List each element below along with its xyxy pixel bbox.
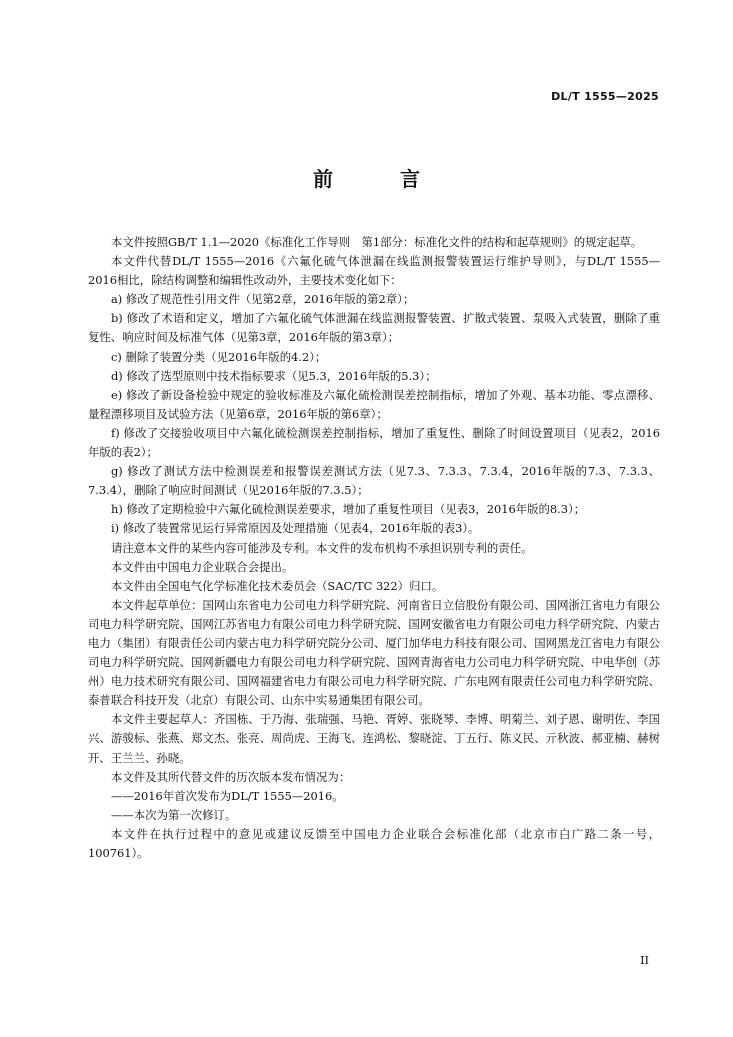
list-item: d) 修改了选型原则中技术指标要求（见5.3，2016年版的5.3）； <box>111 368 437 383</box>
paragraph: 本文件起草单位：国网山东省电力公司电力科学研究院、河南省日立信股份有限公司、国网浙江省电力有限公司电力科学研究院、国网江苏省电力有限公司电力科学研究院、国网安徽省电力有限公司电力科学研究院、内蒙古电力（集团）有限责任公司内蒙古电力科学研究院分公司、厦门加华电力科技有限公司、国网黑龙江省电力有限公司电力科学研究院、国网新疆电力有限公司电力科学研究院、国网青海省电力公司电力科学研究院、中电华创（苏州）电力技术研究有限公司、国网福建省电力有限公司电力科学研究院、广东电网有限责任公司电力科学研究院、泰普联合科技开发（北京）有限公司、山东中实易通集团有限公司。 <box>88 597 660 708</box>
list-item: g) 修改了测试方法中检测误差和报警误差测试方法（见7.3、7.3.3、7.3.4，2016年版的7.3、7.3.3、7.3.4），删除了响应时间测试（见2016年版的7.3.5）； <box>88 464 660 498</box>
page-number: II <box>640 954 649 967</box>
list-item: b) 修改了术语和定义，增加了六氟化硫气体泄漏在线监测报警装置、扩散式装置、泵吸入式装置，删除了重复性、响应时间及标准气体（见第3章，2016年版的第3章）； <box>88 311 660 345</box>
document-code: DL/T 1555—2025 <box>551 90 659 103</box>
list-item: c) 删除了装置分类（见2016年版的4.2）； <box>111 349 327 364</box>
paragraph: 本文件由中国电力企业联合会提出。 <box>111 559 294 574</box>
foreword-body <box>88 233 660 863</box>
list-item: ——本次为第一次修订。 <box>111 807 237 822</box>
list-item: e) 修改了新设备检验中规定的验收标准及六氟化硫检测误差控制指标，增加了外观、基本功能、零点漂移、量程漂移项目及试验方法（见第6章，2016年版的第6章）； <box>88 387 660 421</box>
list-item: i) 修改了装置常见运行异常原因及处理措施（见表4，2016年版的表3）。 <box>111 521 480 536</box>
paragraph: 本文件主要起草人：齐国栋、于乃海、张瑞强、马艳、胥婷、张晓琴、李博、明菊兰、刘子恩、谢明佐、李国兴、游骏标、张燕、郑文杰、张亮、周尚虎、王海飞、连鸿松、黎晓淀、丁五行、陈义民、亓秋波、郝亚楠、赫树开、王兰兰、孙晓。 <box>88 712 660 765</box>
list-item: h) 修改了定期检验中六氟化硫检测误差要求，增加了重复性项目（见表3，2016年版的8.3）； <box>111 502 586 517</box>
page-title: 前 言 <box>313 167 450 191</box>
paragraph: 本文件按照GB/T 1.1—2020《标准化工作导则 第1部分：标准化文件的结构和起草规则》的规定起草。 <box>111 235 643 249</box>
paragraph: 本文件及其所代替文件的历次版本发布情况为： <box>111 769 351 784</box>
paragraph: 本文件由全国电气化学标准化技术委员会（SAC/TC 322）归口。 <box>111 578 444 593</box>
paragraph: 请注意本文件的某些内容可能涉及专利。本文件的发布机构不承担识别专利的责任。 <box>111 540 533 555</box>
list-item: a) 修改了规范性引用文件（见第2章，2016年版的第2章）； <box>111 292 415 307</box>
paragraph: 本文件代替DL/T 1555—2016《六氟化硫气体泄漏在线监测报警装置运行维护导则》，与DL/T 1555—2016相比，除结构调整和编辑性改动外，主要技术变化如下： <box>88 254 660 288</box>
paragraph: 本文件在执行过程中的意见或建议反馈至中国电力企业联合会标准化部（北京市白广路二条一号，100761）。 <box>88 826 660 860</box>
list-item: ——2016年首次发布为DL/T 1555—2016。 <box>111 788 344 803</box>
list-item: f) 修改了交接验收项目中六氟化硫检测误差控制指标，增加了重复性、删除了时间设置项目（见表2，2016年版的表2）； <box>88 425 660 460</box>
